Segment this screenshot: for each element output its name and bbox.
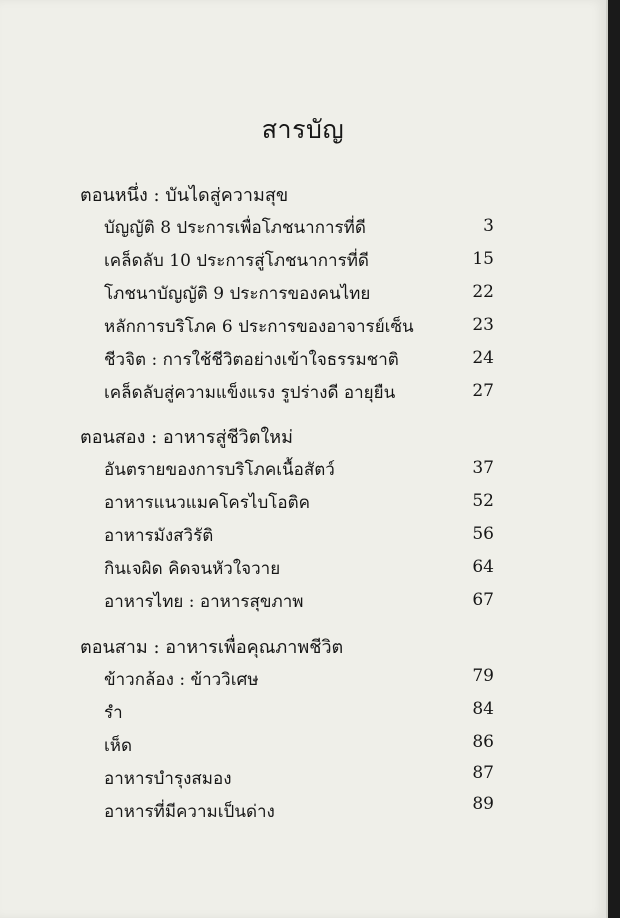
- toc-entry-title: อันตรายของการบริโภคเนื้อสัตว์: [104, 460, 335, 480]
- toc-entry-page: 56: [472, 524, 494, 544]
- toc-entry-page: 24: [472, 348, 494, 368]
- toc-entry-title: ชีวจิต : การใช้ชีวิตอย่างเข้าใจธรรมชาติ: [104, 350, 399, 370]
- toc-entry-page: 23: [472, 315, 494, 335]
- toc-entry-page: 37: [472, 458, 494, 478]
- section-title: ตอนสาม : อาหารเพื่อคุณภาพชีวิต: [80, 637, 344, 658]
- toc-entry-page: 67: [472, 590, 494, 610]
- toc-entry-page: 27: [472, 381, 494, 401]
- toc-entry-title: อาหารบำรุงสมอง: [104, 769, 232, 789]
- toc-entry-title: เคล็ดลับสู่ความแข็งแรง รูปร่างดี อายุยืน: [104, 383, 396, 403]
- toc-entry-page: 22: [472, 282, 494, 302]
- section-title: ตอนหนึ่ง : บันไดสู่ความสุข: [80, 185, 289, 206]
- toc-entry-page: 87: [472, 763, 494, 783]
- toc-entry-page: 89: [472, 794, 494, 814]
- toc-entry-page: 64: [472, 557, 494, 577]
- toc-entry-page: 15: [472, 249, 494, 269]
- page-title: สารบัญ: [261, 115, 345, 144]
- toc-entry-title: ข้าวกล้อง : ข้าววิเศษ: [104, 670, 259, 690]
- toc-entry-page: 86: [472, 732, 494, 752]
- toc-entry-title: โภชนาบัญญัติ 9 ประการของคนไทย: [104, 284, 371, 304]
- toc-entry-title: อาหารแนวแมคโครไบโอติค: [104, 493, 311, 513]
- toc-entry-page: 3: [483, 216, 494, 236]
- section-title: ตอนสอง : อาหารสู่ชีวิตใหม่: [80, 427, 293, 448]
- toc-entry-title: หลักการบริโภค 6 ประการของอาจารย์เซ็น: [104, 317, 414, 337]
- toc-entry-title: รำ: [104, 703, 123, 723]
- toc-entry-title: กินเจผิด คิดจนหัวใจวาย: [104, 559, 281, 579]
- toc-entry-title: อาหารที่มีความเป็นด่าง: [104, 802, 275, 822]
- toc-entry-page: 84: [472, 699, 494, 719]
- toc-entry-title: อาหารมังสวิรัติ: [104, 526, 214, 546]
- toc-entry-page: 79: [472, 666, 494, 686]
- toc-entry-title: เคล็ดลับ 10 ประการสู่โภชนาการที่ดี: [104, 251, 369, 271]
- toc-entry-title: เห็ด: [104, 736, 133, 756]
- toc-entry-title: อาหารไทย : อาหารสุขภาพ: [104, 592, 304, 612]
- toc-entry-page: 52: [472, 491, 494, 511]
- toc-entry-title: บัญญัติ 8 ประการเพื่อโภชนาการที่ดี: [104, 218, 366, 238]
